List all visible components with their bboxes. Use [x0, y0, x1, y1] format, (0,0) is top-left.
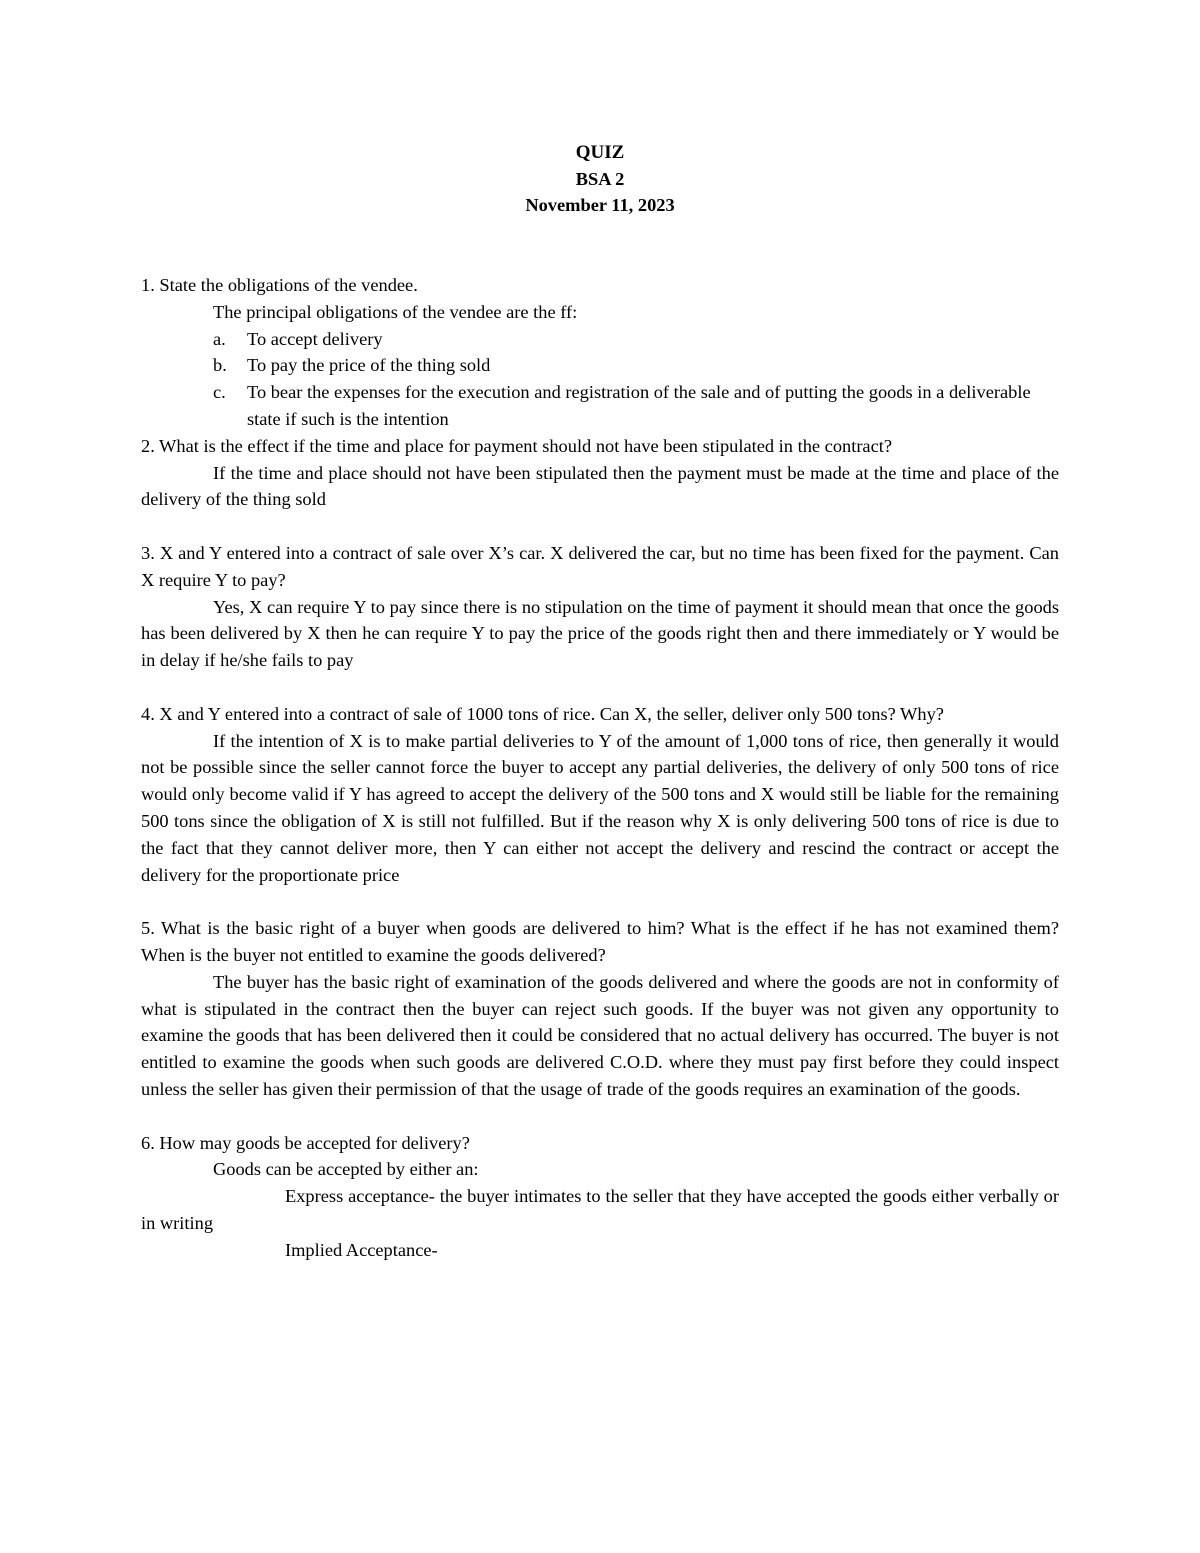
document-page	[141, 140, 1059, 1263]
question-1	[141, 272, 1059, 433]
implied-acceptance-text: Implied Acceptance-	[285, 1239, 438, 1260]
question-6-intro: Goods can be accepted by either an:	[213, 1159, 479, 1180]
question-1-intro: The principal obligations of the vendee are the ff:	[213, 301, 578, 322]
express-acceptance-text: Express acceptance- the buyer intimates to the seller that they have accepted the goods either verbally or in writing	[141, 1186, 1059, 1233]
question-6	[141, 1130, 1059, 1264]
question-2-text: 2. What is the effect if the time and place for payment should not have been stipulated in the contract?	[141, 435, 893, 456]
list-item-text: To bear the expenses for the execution and registration of the sale and of putting the goods in a deliverable state if such is the intention	[247, 382, 1031, 429]
list-marker: b.	[213, 355, 227, 376]
question-3-answer: Yes, X can require Y to pay since there is no stipulation on the time of payment it should mean that once the goods has been delivered by X then he can require Y to pay the price of the goods right then and there immediately or Y would be in delay if he/she fails to pay	[141, 596, 1059, 671]
document-header	[141, 140, 1059, 218]
question-4	[141, 701, 1059, 889]
question-6-text: 6. How may goods be accepted for delivery?	[141, 1132, 470, 1153]
document-title: QUIZ	[575, 142, 625, 163]
list-item	[213, 379, 1059, 433]
list-marker: c.	[213, 382, 226, 403]
question-5-text: 5. What is the basic right of a buyer when goods are delivered to him? What is the effect if he has not examined them? When is the buyer not entitled to examine the goods delivered?	[141, 918, 1059, 965]
question-3	[141, 540, 1059, 674]
list-item	[213, 326, 1059, 353]
list-item	[213, 352, 1059, 379]
question-1-text: 1. State the obligations of the vendee.	[141, 275, 418, 295]
question-2	[141, 433, 1059, 513]
list-item-text: To pay the price of the thing sold	[247, 355, 491, 376]
question-2-answer: If the time and place should not have been stipulated then the payment must be made at the time and place of the delivery of the thing sold	[141, 462, 1059, 510]
document-date: November 11, 2023	[525, 195, 675, 215]
question-5-answer: The buyer has the basic right of examination of the goods delivered and where the goods are not in conformity of what is stipulated in the contract then the buyer can reject such goods. If the buyer was not given any opportunity to examine the goods that has been delivered then it could be considered that no actual delivery has occurred. The buyer is not entitled to examine the goods when such goods are delivered C.O.D. where they must pay first before they could inspect unless the seller has given their permission of that the usage of trade of the goods requires an examination of the goods.	[141, 971, 1059, 1099]
obligations-list	[141, 326, 1059, 433]
list-item-text: To accept delivery	[247, 328, 383, 349]
question-4-text: 4. X and Y entered into a contract of sale of 1000 tons of rice. Can X, the seller, deliver only 500 tons? Why?	[141, 703, 944, 724]
question-3-text: 3. X and Y entered into a contract of sale over X’s car. X delivered the car, but no time has been fixed for the payment. Can X require Y to pay?	[141, 542, 1059, 590]
question-4-answer: If the intention of X is to make partial deliveries to Y of the amount of 1,000 tons of rice, then generally it would not be possible since the seller cannot force the buyer to accept any partial deliveries, the delivery of only 500 tons of rice would only become valid if Y has agreed to accept the delivery of the 500 tons and X would still be liable for the remaining 500 tons since the obligation of X is still not fulfilled. But if the reason why X is only delivering 500 tons of rice is due to the fact that they cannot deliver more, then Y can either not accept the delivery and rescind the contract or accept the delivery for the proportionate price	[141, 730, 1059, 885]
document-subtitle: BSA 2	[575, 169, 625, 189]
list-marker: a.	[213, 328, 226, 349]
question-5	[141, 915, 1059, 1103]
